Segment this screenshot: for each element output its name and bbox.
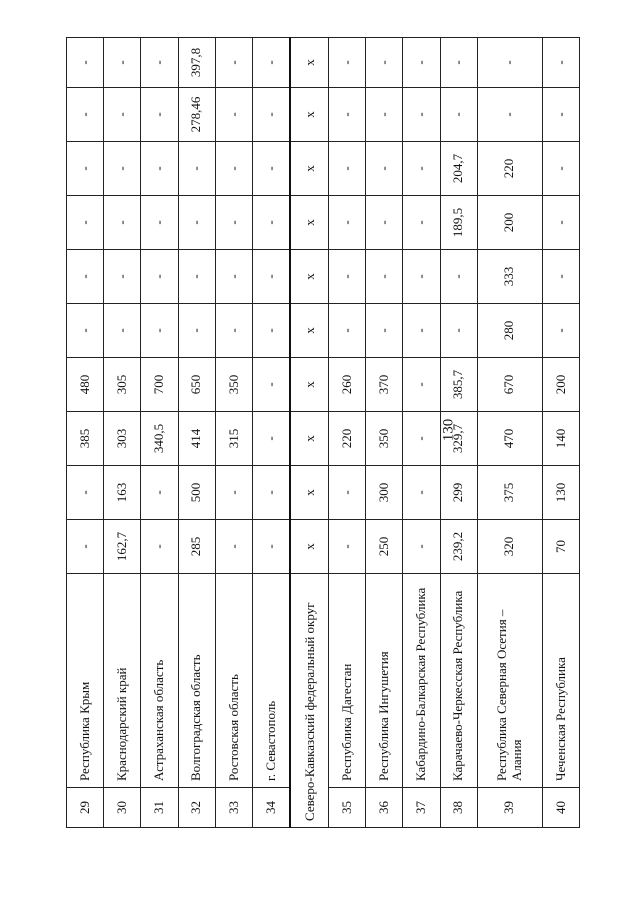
value-cell: - (104, 142, 141, 196)
value-cell: - (403, 304, 440, 358)
value-cell: - (329, 196, 366, 250)
value-cell: - (67, 196, 104, 250)
region-name-cell: Волгоградская область (178, 574, 215, 788)
value-cell: - (403, 142, 440, 196)
value-cell: 315 (215, 412, 252, 466)
value-cell: - (178, 142, 215, 196)
region-name-cell: Ростовская область (215, 574, 252, 788)
value-cell: 200 (477, 196, 542, 250)
value-cell: - (329, 466, 366, 520)
region-name-cell: Чеченская Республика (542, 574, 579, 788)
table-row (141, 38, 178, 828)
value-cell: - (178, 250, 215, 304)
value-cell: - (252, 38, 290, 88)
value-cell: - (252, 466, 290, 520)
value-cell: - (403, 466, 440, 520)
value-cell: - (440, 304, 477, 358)
value-cell: - (366, 142, 403, 196)
value-cell: - (141, 250, 178, 304)
value-cell: - (366, 250, 403, 304)
row-number-cell: 40 (542, 788, 579, 828)
value-cell: - (329, 520, 366, 574)
value-cell: - (215, 142, 252, 196)
value-cell: - (141, 88, 178, 142)
region-name-cell: Республика Северная Осетия – Алания (477, 574, 542, 788)
value-cell: х (290, 304, 328, 358)
region-name-cell: Карачаево-Черкесская Республика (440, 574, 477, 788)
value-cell: - (104, 250, 141, 304)
table-row (542, 38, 579, 828)
value-cell: - (104, 304, 141, 358)
value-cell: 340,5 (141, 412, 178, 466)
district-row (290, 38, 328, 828)
value-cell: 280 (477, 304, 542, 358)
value-cell: - (403, 358, 440, 412)
table-wrapper (66, 38, 580, 828)
value-cell: х (290, 466, 328, 520)
value-cell: - (252, 358, 290, 412)
value-cell: х (290, 142, 328, 196)
value-cell: 303 (104, 412, 141, 466)
value-cell: 370 (366, 358, 403, 412)
value-cell: - (542, 196, 579, 250)
row-number-cell: 37 (403, 788, 440, 828)
value-cell: 700 (141, 358, 178, 412)
value-cell: 285 (178, 520, 215, 574)
value-cell: 189,5 (440, 196, 477, 250)
value-cell: 670 (477, 358, 542, 412)
value-cell: х (290, 358, 328, 412)
value-cell: 278,46 (178, 88, 215, 142)
value-cell: - (329, 304, 366, 358)
value-cell: 130 (542, 466, 579, 520)
value-cell: 200 (542, 358, 579, 412)
value-cell: 250 (366, 520, 403, 574)
value-cell: - (141, 466, 178, 520)
value-cell: х (290, 520, 328, 574)
value-cell: - (215, 304, 252, 358)
value-cell: х (290, 412, 328, 466)
value-cell: - (141, 304, 178, 358)
region-name-cell: Краснодарский край (104, 574, 141, 788)
value-cell: х (290, 88, 328, 142)
value-cell: - (141, 142, 178, 196)
value-cell: - (67, 88, 104, 142)
value-cell: 239,2 (440, 520, 477, 574)
value-cell: 375 (477, 466, 542, 520)
value-cell: - (542, 250, 579, 304)
value-cell: 350 (366, 412, 403, 466)
value-cell: - (252, 250, 290, 304)
value-cell: 350 (215, 358, 252, 412)
page-number: 130 (440, 418, 457, 442)
value-cell: - (252, 196, 290, 250)
value-cell: - (477, 38, 542, 88)
row-number-cell: 32 (178, 788, 215, 828)
value-cell: - (104, 196, 141, 250)
value-cell: - (67, 38, 104, 88)
row-number-cell: 31 (141, 788, 178, 828)
table-row (104, 38, 141, 828)
value-cell: 220 (477, 142, 542, 196)
table-row (67, 38, 104, 828)
value-cell: - (215, 196, 252, 250)
value-cell: - (329, 38, 366, 88)
value-cell: - (403, 520, 440, 574)
value-cell: 397,8 (178, 38, 215, 88)
value-cell: - (366, 38, 403, 88)
value-cell: - (403, 88, 440, 142)
value-cell: 385 (67, 412, 104, 466)
value-cell: - (366, 88, 403, 142)
value-cell: - (67, 466, 104, 520)
value-cell: 163 (104, 466, 141, 520)
region-name-cell: г. Севастополь (252, 574, 290, 788)
table-row (178, 38, 215, 828)
value-cell: 333 (477, 250, 542, 304)
value-cell: - (403, 196, 440, 250)
value-cell: 329,7 (440, 412, 477, 466)
value-cell: - (67, 250, 104, 304)
region-name-cell: Кабардино-Балкарская Республика (403, 574, 440, 788)
value-cell: 204,7 (440, 142, 477, 196)
value-cell: - (215, 250, 252, 304)
table-row (403, 38, 440, 828)
region-name-cell: Астраханская область (141, 574, 178, 788)
value-cell: 650 (178, 358, 215, 412)
value-cell: 162,7 (104, 520, 141, 574)
value-cell: - (477, 88, 542, 142)
value-cell: х (290, 250, 328, 304)
value-cell: - (403, 250, 440, 304)
value-cell: 300 (366, 466, 403, 520)
value-cell: 299 (440, 466, 477, 520)
value-cell: - (252, 304, 290, 358)
value-cell: х (290, 38, 328, 88)
row-number-cell: 36 (366, 788, 403, 828)
region-name-cell: Республика Дагестан (329, 574, 366, 788)
value-cell: - (141, 38, 178, 88)
value-cell: - (104, 38, 141, 88)
value-cell: - (329, 88, 366, 142)
value-cell: - (178, 196, 215, 250)
value-cell: - (440, 88, 477, 142)
value-cell: 320 (477, 520, 542, 574)
value-cell: - (366, 196, 403, 250)
value-cell: 385,7 (440, 358, 477, 412)
row-number-cell: 30 (104, 788, 141, 828)
value-cell: 260 (329, 358, 366, 412)
row-number-cell: 34 (252, 788, 290, 828)
value-cell: х (290, 196, 328, 250)
value-cell: - (329, 142, 366, 196)
value-cell: - (252, 88, 290, 142)
region-name-cell: Республика Крым (67, 574, 104, 788)
table-row (329, 38, 366, 828)
value-cell: 220 (329, 412, 366, 466)
row-number-cell: 29 (67, 788, 104, 828)
value-cell: - (542, 88, 579, 142)
value-cell: - (67, 304, 104, 358)
table-row (252, 38, 290, 828)
table-body (67, 38, 580, 828)
value-cell: 414 (178, 412, 215, 466)
value-cell: - (178, 304, 215, 358)
value-cell: 70 (542, 520, 579, 574)
value-cell: - (104, 88, 141, 142)
value-cell: 470 (477, 412, 542, 466)
row-number-cell: 35 (329, 788, 366, 828)
value-cell: - (252, 412, 290, 466)
value-cell: - (67, 142, 104, 196)
table-row (215, 38, 252, 828)
table-row (440, 38, 477, 828)
region-name-cell: Республика Ингушетия (366, 574, 403, 788)
table-rotated-container (66, 38, 580, 828)
data-table (66, 37, 580, 828)
value-cell: - (252, 520, 290, 574)
value-cell: - (440, 38, 477, 88)
value-cell: - (542, 142, 579, 196)
value-cell: - (215, 466, 252, 520)
row-number-cell: 33 (215, 788, 252, 828)
value-cell: - (215, 38, 252, 88)
value-cell: - (542, 304, 579, 358)
value-cell: - (542, 38, 579, 88)
value-cell: - (403, 38, 440, 88)
table-row (366, 38, 403, 828)
row-number-cell: 38 (440, 788, 477, 828)
value-cell: - (403, 412, 440, 466)
table-row (477, 38, 542, 828)
district-name-cell: Северо-Кавказский федеральный округ (290, 574, 328, 828)
value-cell: - (215, 520, 252, 574)
row-number-cell: 39 (477, 788, 542, 828)
value-cell: - (366, 304, 403, 358)
value-cell: 480 (67, 358, 104, 412)
value-cell: - (329, 250, 366, 304)
value-cell: - (252, 142, 290, 196)
value-cell: - (141, 196, 178, 250)
value-cell: 305 (104, 358, 141, 412)
value-cell: 500 (178, 466, 215, 520)
value-cell: - (440, 250, 477, 304)
value-cell: - (67, 520, 104, 574)
value-cell: 140 (542, 412, 579, 466)
value-cell: - (141, 520, 178, 574)
value-cell: - (215, 88, 252, 142)
